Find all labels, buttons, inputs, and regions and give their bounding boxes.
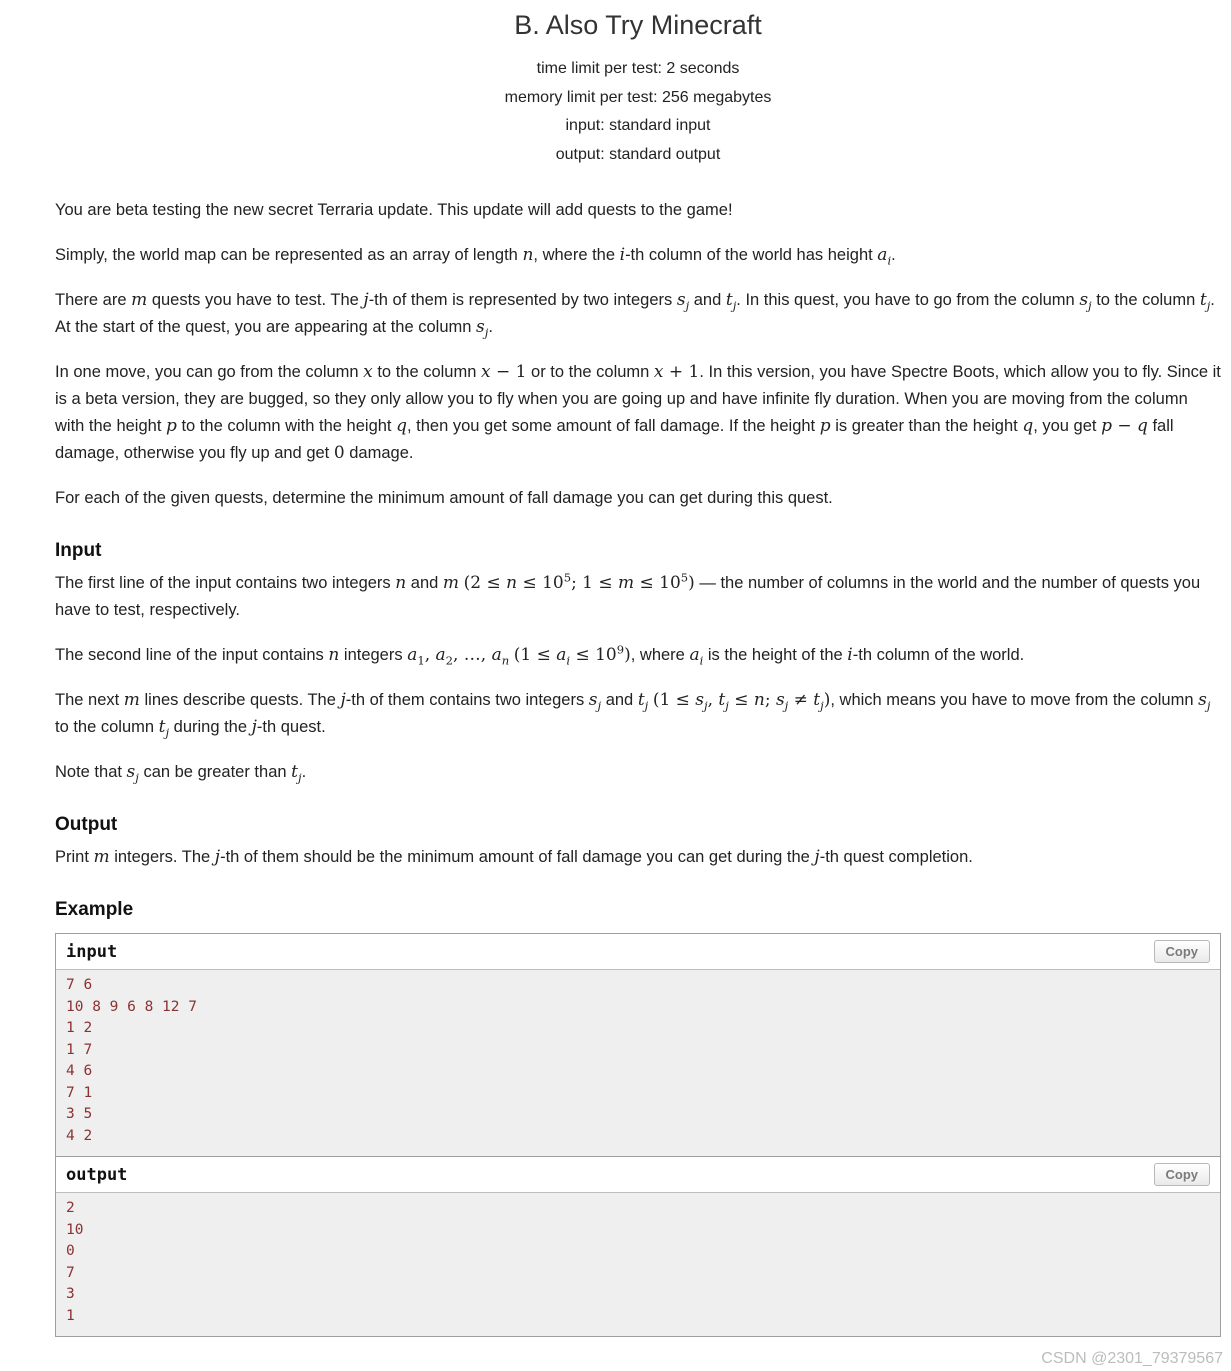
statement-paragraph: Simply, the world map can be represented as an array of length n, where the i-th column of the world has height $a_i$. <box>55 245 896 268</box>
test-line: 7 6 <box>66 977 93 993</box>
sample-input-header <box>56 934 1220 970</box>
sample-output-code <box>56 1193 1220 1336</box>
test-line: 0 <box>66 1243 75 1259</box>
time-limit: time limit per test: 2 seconds <box>536 60 740 77</box>
input-paragraph: The second line of the input contains n integers $a_1$, $a_2$, …, $a_n$ $(1 \le a_i \le 10^9)$, where $a_i$ is the height of the i-th column of the world. <box>55 642 1025 668</box>
output-section <box>55 844 1221 871</box>
memory-limit: memory limit per test: 256 megabytes <box>504 88 772 106</box>
test-line: 2 <box>66 1200 75 1216</box>
input-section-heading: Input <box>55 540 102 561</box>
sample-output <box>56 1156 1220 1336</box>
test-line: 10 <box>66 1221 84 1238</box>
statement-paragraph: There are m quests you have to test. The j-th of them is represented by two integers $s_j$ and $t_j$. In this quest, you have to go from the column $s_j$ to the column $t_j$. At the start of the quest, you are appearing at the column $s_j$. <box>55 290 1215 340</box>
input-paragraph: The first line of the input contains two integers n and m ($2 \le n \le 10^5$; $1 \le m \le 10^5$) — the number of columns in the world and the number of quests you have to test, respectively. <box>55 570 1201 619</box>
sample-output-title: output <box>66 1164 128 1185</box>
statement-paragraph: For each of the given quests, determine the minimum amount of fall damage you can get during this quest. <box>55 489 833 507</box>
output-file: output: standard output <box>555 145 721 163</box>
sample-tests <box>55 933 1221 1337</box>
test-line: 3 <box>66 1286 75 1302</box>
sample-output-header <box>56 1156 1220 1193</box>
input-paragraph: Note that $s_j$ can be greater than $t_j$. <box>55 762 307 785</box>
watermark: CSDN @2301_79379567 <box>1041 1350 1223 1367</box>
test-line: 10 8 9 6 8 12 7 <box>66 998 197 1015</box>
problem-title: B. Also Try Minecraft <box>514 10 762 40</box>
output-section-heading: Output <box>55 814 118 835</box>
test-line: 4 2 <box>66 1127 93 1144</box>
input-paragraph: The next m lines describe quests. The j-th of them contains two integers $s_j$ and $t_j$ ($1 \le s_j$, $t_j \le n$; $s_j \ne t_j$), which means you have to move from the column $s_j$ to the column $t_j$ during the j-th quest. <box>55 690 1211 740</box>
statement-paragraph: You are beta testing the new secret Terraria update. This update will add quests to the game! <box>55 201 733 219</box>
copy-output-button[interactable]: Copy <box>1154 1163 1211 1186</box>
sample-input-code <box>56 970 1220 1156</box>
sample-input <box>56 934 1220 1156</box>
output-paragraph: Print m integers. The j-th of them should be the minimum amount of fall damage you can get during the j-th quest completion. <box>55 847 973 867</box>
test-line: 7 1 <box>66 1084 93 1101</box>
test-line: 1 7 <box>66 1041 93 1058</box>
example-section-heading: Example <box>55 899 134 920</box>
problem-statement <box>55 197 1221 512</box>
sample-input-title: input <box>66 941 118 962</box>
test-line: 1 2 <box>66 1020 93 1036</box>
test-line: 4 6 <box>66 1063 93 1079</box>
problem-meta <box>55 55 1221 169</box>
copy-input-button[interactable]: Copy <box>1154 940 1211 963</box>
input-file: input: standard input <box>565 117 711 134</box>
test-line: 7 <box>66 1264 75 1281</box>
test-line: 3 5 <box>66 1106 93 1122</box>
statement-paragraph: In one move, you can go from the column x to the column x − 1 or to the column x + 1. In this version, you have Spectre Boots, which allow you to fly. Since it is a beta version, they are bugged, so they only allow you to fly when you are going up and have infinite fly duration. When you are moving from the column with the height p to the column with the height q, then you get some amount of fall damage. If the height p is greater than the height q, you get p − q fall damage, otherwise you fly up and get 0 damage. <box>55 362 1221 463</box>
test-line: 1 <box>66 1307 75 1324</box>
input-section <box>55 570 1221 786</box>
